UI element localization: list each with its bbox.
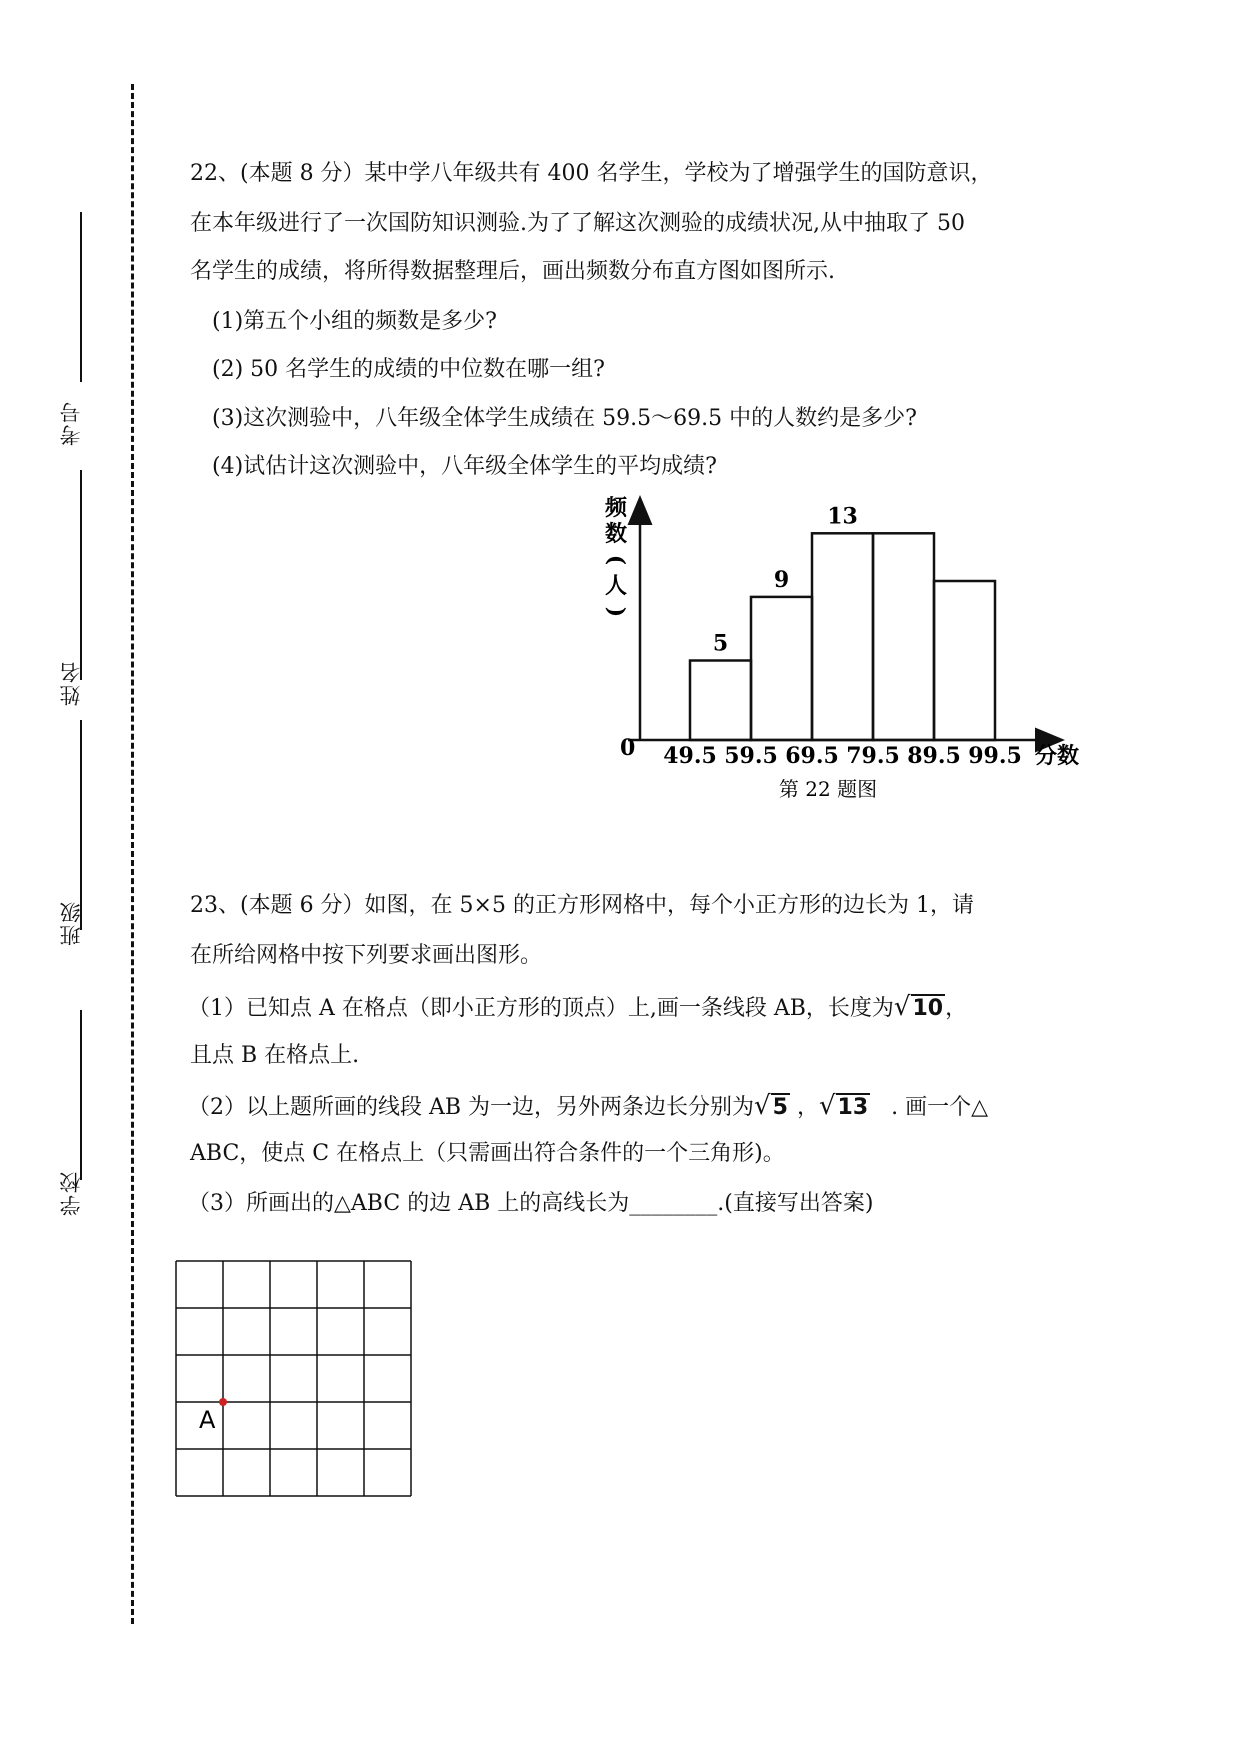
q23-subquestion-1 bbox=[188, 993, 1088, 1023]
q23-line-b: 且点 B 在格点上. bbox=[190, 1043, 360, 1068]
q23-sub2-tail: . 画一个△ bbox=[891, 1095, 989, 1120]
q23-line-1: 23、(本题 6 分）如图，在 5×5 的正方形网格中，每个小正方形的边长为 1，请 bbox=[190, 893, 974, 918]
square-grid bbox=[170, 1255, 430, 1515]
bar-data-label-1: 5 bbox=[712, 630, 729, 657]
sqrt-13: √13 bbox=[818, 1091, 869, 1121]
y-axis-label-char: 人 bbox=[604, 573, 628, 599]
q22-subquestion-1: (1)第五个小组的频数是多少? bbox=[212, 309, 497, 334]
q22-line-2: 在本年级进行了一次国防知识测验.为了了解这次测验的成绩状况,从中抽取了 50 bbox=[190, 211, 965, 236]
q22-line-3: 名学生的成绩，将所得数据整理后，画出频数分布直方图如图所示. bbox=[190, 259, 835, 284]
school-label: 学校 bbox=[59, 1170, 83, 1216]
y-axis-label-char: 频 bbox=[604, 495, 628, 521]
histogram-bar-4 bbox=[873, 533, 934, 740]
x-axis-label: 分数 bbox=[1035, 743, 1080, 769]
q23-sub2-text: （2）以上题所画的线段 AB 为一边，另外两条边长分别为 bbox=[188, 1095, 755, 1120]
school-line bbox=[80, 1010, 82, 1180]
y-axis-label-char: ( bbox=[603, 554, 629, 566]
y-axis-label bbox=[603, 495, 629, 617]
histogram-bar-2 bbox=[751, 597, 812, 740]
point-a-marker bbox=[219, 1398, 227, 1406]
q23-line-2: 在所给网格中按下列要求画出图形。 bbox=[190, 943, 543, 968]
grid-lines bbox=[176, 1261, 411, 1496]
figure-caption: 第 22 题图 bbox=[778, 777, 878, 801]
q22-line-1: 22、(本题 8 分）某中学八年级共有 400 名学生，学校为了增强学生的国防意识， bbox=[190, 161, 993, 186]
q23-subquestion-3: （3）所画出的△ABC 的边 AB 上的高线长为________.(直接写出答案) bbox=[188, 1191, 874, 1216]
q23-subquestion-2 bbox=[188, 1092, 1088, 1122]
x-tick-label-5: 89.5 bbox=[907, 743, 961, 769]
frequency-histogram bbox=[0, 0, 1241, 820]
q23-sub2-sep: ， bbox=[796, 1095, 819, 1120]
q23-sub1-comma: ， bbox=[945, 996, 968, 1021]
x-tick-label-3: 69.5 bbox=[785, 743, 839, 769]
x-tick-label-2: 59.5 bbox=[724, 743, 778, 769]
y-axis-label-char: 数 bbox=[604, 521, 628, 547]
bar-data-label-3: 13 bbox=[827, 503, 858, 530]
point-a-label: A bbox=[199, 1406, 216, 1434]
name-label: 姓名 bbox=[59, 660, 83, 706]
bar-data-label-2: 9 bbox=[773, 566, 790, 593]
histogram-bar-3 bbox=[812, 533, 873, 740]
q22-subquestion-3: (3)这次测验中，八年级全体学生成绩在 59.5～69.5 中的人数约是多少? bbox=[212, 406, 917, 431]
sqrt-5: √5 bbox=[754, 1091, 788, 1121]
q22-subquestion-4: (4)试估计这次测验中，八年级全体学生的平均成绩? bbox=[212, 454, 717, 479]
histogram-bar-1 bbox=[690, 661, 751, 741]
x-tick-label-6: 99.5 bbox=[968, 743, 1022, 769]
x-tick-label-1: 49.5 bbox=[663, 743, 717, 769]
y-axis-label-char: ) bbox=[603, 606, 629, 618]
histogram-bar-5 bbox=[934, 581, 995, 740]
q23-line-c: ABC，使点 C 在格点上（只需画出符合条件的一个三角形)。 bbox=[190, 1141, 785, 1166]
exam-number-label: 考号 bbox=[59, 400, 83, 446]
sqrt-10: √10 bbox=[893, 992, 944, 1022]
class-label: 班级 bbox=[59, 900, 83, 946]
q23-sub1-text: （1）已知点 A 在格点（即小正方形的顶点）上,画一条线段 AB，长度为 bbox=[188, 996, 894, 1021]
q22-subquestion-2: (2) 50 名学生的成绩的中位数在哪一组? bbox=[212, 357, 605, 382]
origin-label: 0 bbox=[620, 735, 636, 761]
x-tick-label-4: 79.5 bbox=[846, 743, 900, 769]
